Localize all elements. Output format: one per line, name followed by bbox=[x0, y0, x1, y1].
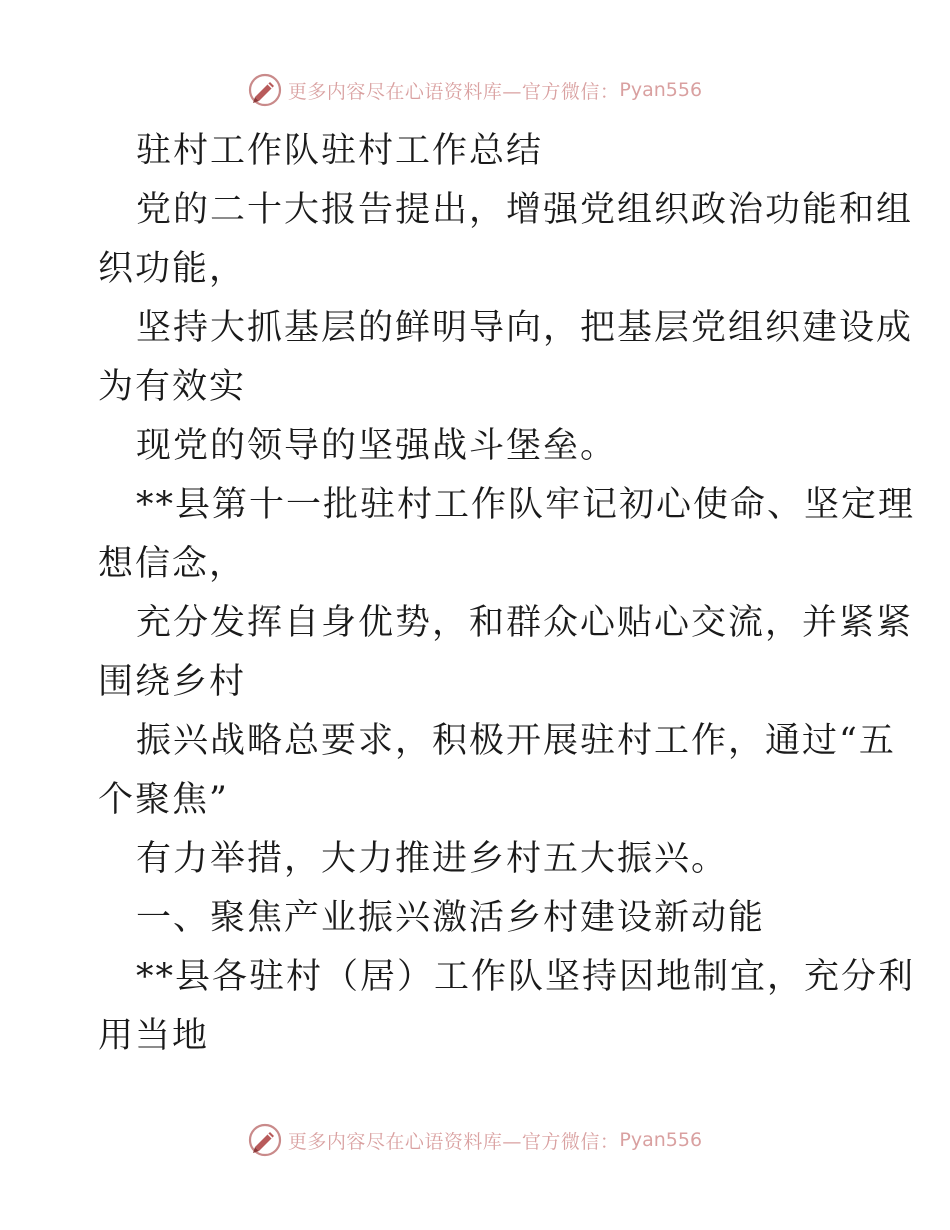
pen-logo-icon bbox=[248, 1123, 282, 1157]
watermark-text: 更多内容尽在心语资料库—官方微信： bbox=[287, 80, 620, 103]
paragraph bbox=[98, 830, 852, 889]
watermark-banner-top bbox=[0, 70, 950, 110]
paragraph bbox=[98, 594, 914, 712]
paragraph-line: **县第十一批驻村工作队牢记初心使命、坚定理 bbox=[136, 485, 916, 525]
watermark-id: Pyan556 bbox=[619, 79, 703, 101]
paragraph bbox=[98, 417, 852, 476]
paragraph bbox=[98, 476, 916, 594]
paragraph-line: 用当地 bbox=[98, 1016, 210, 1056]
paragraph-line: 党的二十大报告提出，增强党组织政治功能和组 bbox=[136, 190, 914, 230]
watermark-text: 更多内容尽在心语资料库—官方微信： bbox=[287, 1130, 620, 1153]
pen-logo-icon bbox=[248, 73, 282, 107]
watermark-id: Pyan556 bbox=[619, 1129, 703, 1151]
watermark-banner-bottom bbox=[0, 1120, 950, 1160]
paragraph-line: **县各驻村（居）工作队坚持因地制宜，充分利 bbox=[136, 957, 916, 997]
paragraph-line: 现党的领导的坚强战斗堡垒。 bbox=[136, 426, 618, 466]
paragraph-line: 为有效实 bbox=[98, 367, 247, 407]
paragraph-line: 坚持大抓基层的鲜明导向，把基层党组织建设成 bbox=[136, 308, 914, 348]
paragraph-line: 个聚焦” bbox=[98, 780, 229, 820]
paragraph bbox=[98, 181, 914, 299]
paragraph bbox=[98, 299, 914, 417]
paragraph bbox=[98, 948, 916, 1066]
paragraph-line: 一、聚焦产业振兴激活乡村建设新动能 bbox=[136, 898, 766, 938]
paragraph-line: 振兴战略总要求，积极开展驻村工作，通过“五 bbox=[136, 721, 896, 761]
paragraph-line: 织功能， bbox=[98, 249, 247, 289]
section-heading bbox=[98, 889, 852, 948]
paragraph-line: 有力举措，大力推进乡村五大振兴。 bbox=[136, 839, 729, 879]
paragraph-line: 围绕乡村 bbox=[98, 662, 247, 702]
paragraph-line: 驻村工作队驻村工作总结 bbox=[136, 131, 544, 171]
document-body bbox=[98, 122, 916, 1066]
paragraph bbox=[98, 712, 896, 830]
paragraph-line: 充分发挥自身优势，和群众心贴心交流，并紧紧 bbox=[136, 603, 914, 643]
doc-title bbox=[98, 122, 852, 181]
paragraph-line: 想信念， bbox=[98, 544, 247, 584]
